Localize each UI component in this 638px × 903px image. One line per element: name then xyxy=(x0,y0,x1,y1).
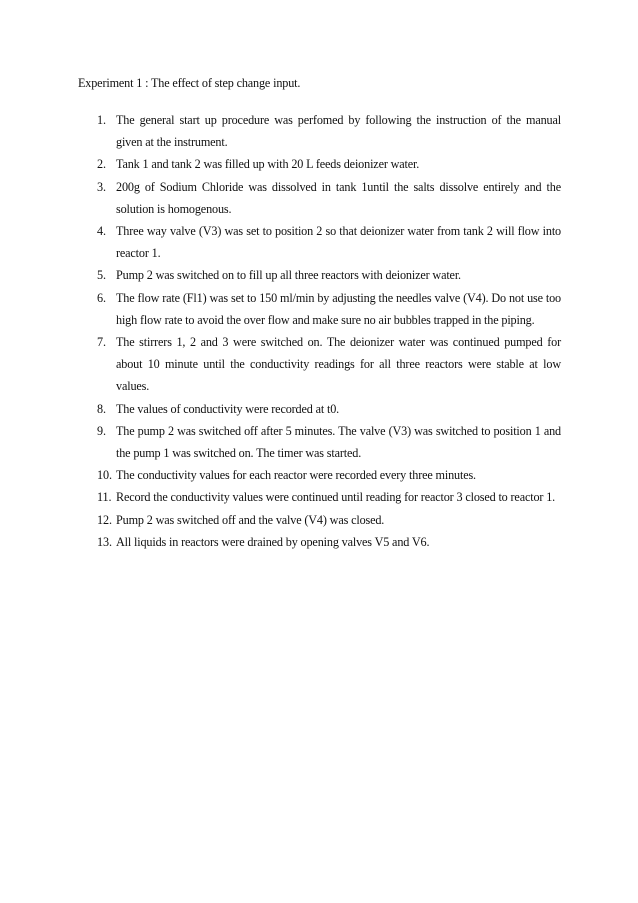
step-text: The conductivity values for each reactor were recorded every three minutes. xyxy=(116,468,476,483)
experiment-heading: Experiment 1 : The effect of step change input. xyxy=(78,76,301,90)
procedure-step xyxy=(97,220,561,264)
step-text: The values of conductivity were recorded at t0. xyxy=(116,401,340,416)
procedure-list xyxy=(97,109,561,553)
procedure-step xyxy=(97,264,561,286)
step-number: 1. xyxy=(97,113,106,127)
step-number: 10. xyxy=(97,468,112,483)
procedure-step xyxy=(97,531,561,553)
step-text: The pump 2 was switched off after 5 minutes. The valve (V3) was switched to position 1 and the pump 1 was switched on. The timer was started. xyxy=(116,423,561,461)
procedure-step xyxy=(97,486,561,508)
step-text: Pump 2 was switched on to fill up all three reactors with deionizer water. xyxy=(116,268,461,283)
procedure-step xyxy=(97,420,561,464)
procedure-step xyxy=(97,153,561,175)
step-number: 9. xyxy=(97,423,106,438)
step-text: Record the conductivity values were continued until reading for reactor 3 closed to reactor 1. xyxy=(116,490,556,505)
step-number: 12. xyxy=(97,512,112,527)
step-number: 5. xyxy=(97,268,106,283)
procedure-step xyxy=(97,331,561,398)
procedure-step xyxy=(97,287,561,331)
step-text: Pump 2 was switched off and the valve (V4) was closed. xyxy=(116,512,385,527)
step-number: 11. xyxy=(97,490,112,505)
step-number: 7. xyxy=(97,335,106,350)
procedure-step xyxy=(97,176,561,220)
step-number: 2. xyxy=(97,157,106,172)
step-text: Three way valve (V3) was set to position 2 so that deionizer water from tank 2 will flow into reactor 1. xyxy=(116,224,561,261)
step-text: The stirrers 1, 2 and 3 were switched on. The deionizer water was continued pumped for about 10 minute until the conductivity readings for all three reactors were stable at low values. xyxy=(116,335,561,394)
step-number: 4. xyxy=(97,224,106,239)
step-text: The general start up procedure was perfomed by following the instruction of the manual given at the instrument. xyxy=(116,113,561,150)
step-text: The flow rate (Fl1) was set to 150 ml/min by adjusting the needles valve (V4). Do not use too high flow rate to avoid the over flow and make sure no air bubbles trapped in the piping. xyxy=(116,290,561,327)
procedure-step xyxy=(97,109,561,153)
step-number: 13. xyxy=(97,534,112,549)
procedure-step xyxy=(97,464,561,486)
step-number: 6. xyxy=(97,290,106,305)
procedure-step xyxy=(97,509,561,531)
step-number: 8. xyxy=(97,401,106,416)
step-text: Tank 1 and tank 2 was filled up with 20 L feeds deionizer water. xyxy=(116,157,420,172)
step-text: All liquids in reactors were drained by opening valves V5 and V6. xyxy=(116,534,430,549)
step-text: 200g of Sodium Chloride was dissolved in tank 1until the salts dissolve entirely and the solution is homogenous. xyxy=(116,179,561,216)
step-number: 3. xyxy=(97,179,106,194)
procedure-step xyxy=(97,398,561,420)
